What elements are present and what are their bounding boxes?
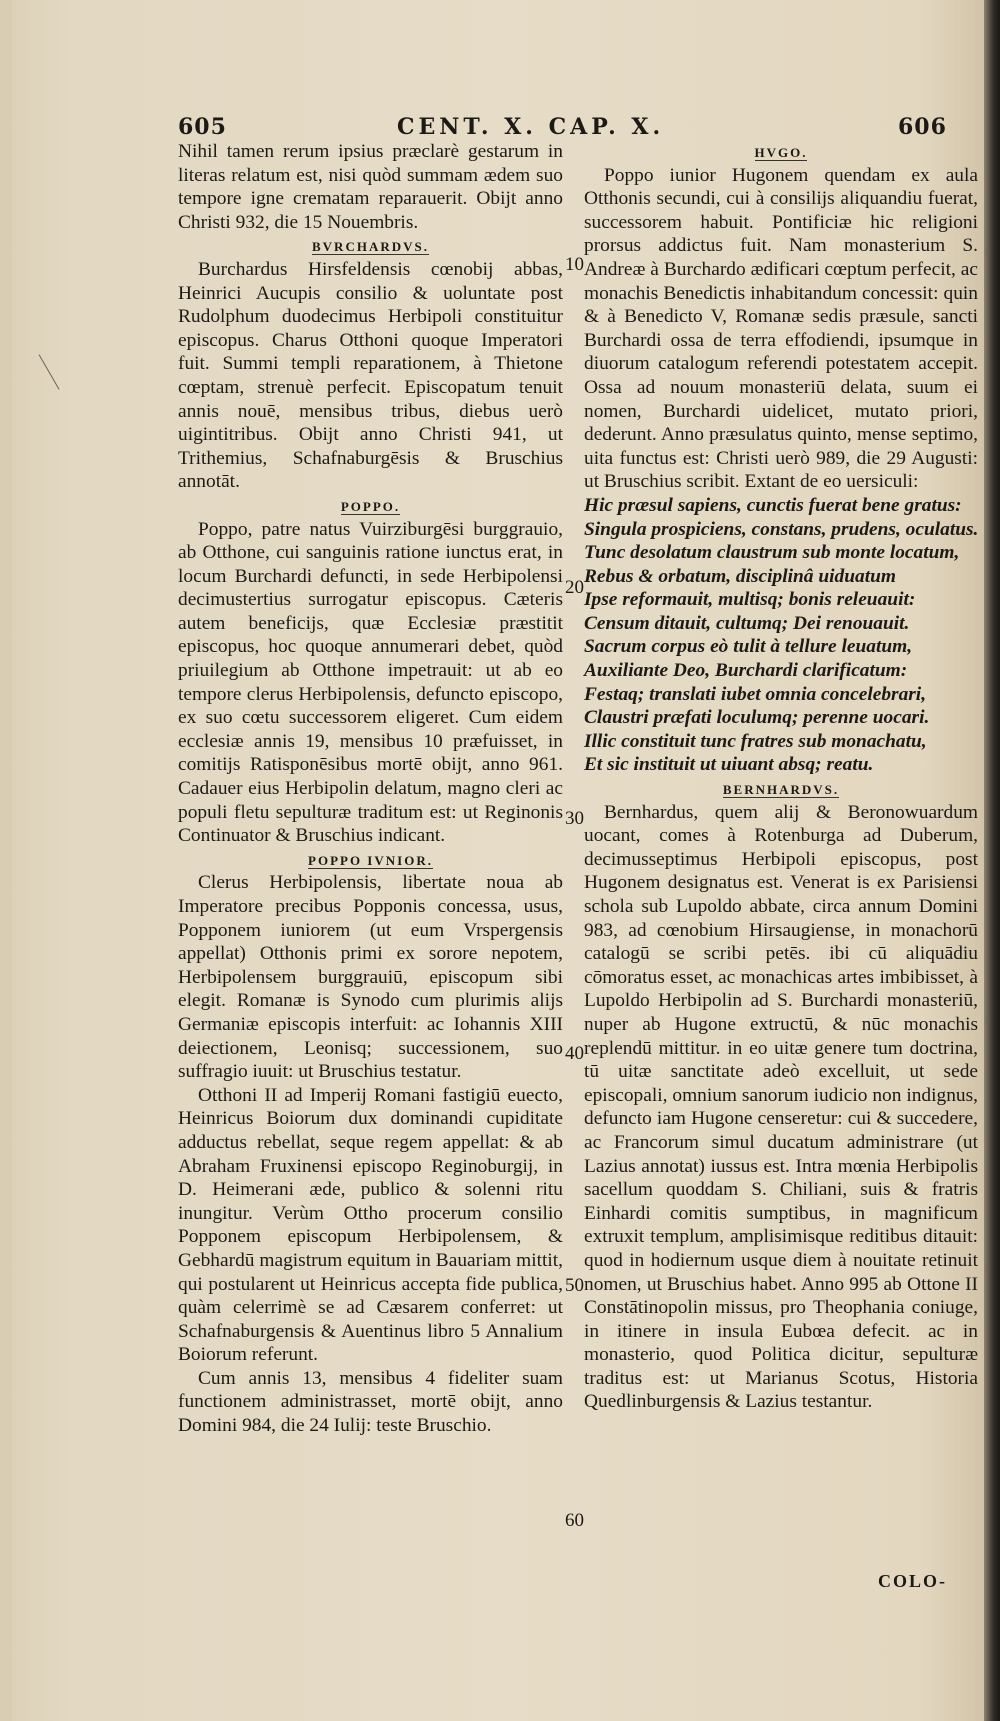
section-paragraph: Cum annis 13, mensibus 4 fideliter suam functionem administrasset, mortē obijt, anno Domini 984, die 24 Iulij: teste Bruschio. [178,1367,563,1437]
section-paragraph: Clerus Herbipolensis, libertate noua ab Imperatore precibus Popponis concessa, usus, Popponem iuniorem (ut eum Vrspergensis appellat) Otthonis primi ex sorore nepotem, Herbipolensem burggrauiū, episcopum sibi elegit. Romanæ is Synodo cum plurimis alijs Germaniæ episcopis interfuit: ac Iohannis XIII deiectionem, Leonisq; successionem, suo suffragio iuuit: ut Bruschius testatur. [178,872,563,1083]
intro-paragraph: Nihil tamen rerum ipsius præclarè gestarum in literas relatum est, nisi quòd summam ædem suo tempore igne crematam reparauerit. Obijt anno Christi 932, die 15 Nouembris. [178,141,563,233]
line-number: 20 [565,577,584,598]
binding-gutter [984,0,1000,1721]
verse-line: Ipse reformauit, multisq; bonis releuauit: [584,589,916,611]
section-heading: POPPO. [340,498,401,514]
verse-line: Tunc desolatum claustrum sub monte locatum, [584,542,960,564]
page-number-right: 606 [898,114,947,140]
verse-line: Hic præsul sapiens, cunctis fuerat bene gratus: [584,494,962,516]
verse-line: Claustri præfati loculumq; perenne uocari. [584,707,930,729]
page-number-left: 605 [178,114,227,140]
line-number: 30 [565,808,584,829]
section-paragraph: Bernhardus, quem alij & Beronowuardum uocant, comes à Rotenburga ad Duberum, decimusseptimus Herbipoli episcopus, post Hugonem designatus est. Venerat is ex Parisiensi schola sub Lupoldo abbate, circa annum Domini 983, ad cœnobium Hirsaugiense, in monachorū catalogū se scribi petēs. ibi cū aliquādiu cōmoratus esset, ac monachicas artes imbibisset, à Lupoldo Herbipolin ad S. Burchardi monasteriū, nuper ab Hugone extructū, & nūc monachis replendū mittitur. in eo uitæ genere tum doctrina, tū uitæ sanctitate adeò excelluit, ut sede episcopali, omnium sanorum iudicio non indignus, defuncto iam Hugone censeretur: cui & succedere, ac Francorum simul ducatum administrare (ut Lazius annotat) iussus est. Intra mœnia Herbipolis sacellum quoddam S. Chiliani, suis & fratris Einhardi comitis sumptibus, in magnificum extruxit templum, amplisimisque reditibus ditauit: quod in hodiernum usque diem à nouitate retinuit nomen, ut Bruschius habet. Anno 995 ab Ottone II Constātinopolin missus, pro Theophania coniuge, in itinere in insula Eubœa defecit. ac in monasterio, quod Politica dicitur, sepulturæ traditus est: ut Marianus Scotus, Historia Quedlinburgensis & Lazius testantur. [584,801,978,1413]
right-column [584,140,978,1414]
verse-line: Et sic instituit ut uiuant absq; reatu. [584,754,874,776]
section-heading: BVRCHARDVS. [312,239,429,255]
section-paragraph: Poppo, patre natus Vuirziburgēsi burggrauio, ab Otthone, cui sanguinis ratione iunctus erat, in locum Burchardi defuncti, in sede Herbipolensi decimustertius surrogatur episcopus. Cæteris autem beneficijs, quæ Ecclesiæ præstitit episcopus, hoc quoque annumerari debet, quòd priuilegium ab Otthone impetrauit: ut ab eo tempore clerus Herbipolensis, defuncto episcopo, ex suo cœtu successorem eligeret. Cum eidem ecclesiæ annis 19, mensibus 10 præfuisset, in comitijs Ratisponēsibus mortē obijt, anno 961. Cadauer eius Herbipolin delatum, magno cleri ac populi fletu sepulturæ traditum est: ut Reginonis Continuator & Bruschius indicant. [178,518,563,847]
section-paragraph: Otthoni II ad Imperij Romani fastigiū euecto, Heinricus Boiorum dux dominandi cupiditate adductus rebellat, seque regem appellat: & ab Abraham Fruxinensi episcopo Reginoburgij, in D. Heimerani æde, publico & solenni ritu inungitur. Verùm Ottho procerum consilio Popponem episcopum Herbipolensem, & Gebhardū magistrum equitum in Bauariam mittit, qui postularent ut Heinricus accepta fide publica, quàm celerrimè se ad Cæsarem conferret: ut Schafnaburgensis & Auentinus libro 5 Annalium Boiorum referunt. [178,1084,563,1366]
verse-line: Rebus & orbatum, disciplinâ uiduatum [584,565,896,587]
left-column [178,140,563,1438]
verse-line: Sacrum corpus eò tulit à tellure leuatum, [584,636,913,658]
section-heading: HVGO. [754,145,808,160]
catchword: COLO- [878,1571,948,1591]
running-title: CENT. X. CAP. X. [397,114,665,140]
verse-line: Censum ditauit, cultumq; Dei renouauit. [584,612,910,634]
section-paragraph: Burchardus Hirsfeldensis cœnobij abbas, Heinrici Aucupis consilio & uoluntate post Rudolphum duodecimus Herbipoli constituitur episcopus. Charus Otthoni quoque Imperatori fuit. Summi templi reparationem, à Thietone cœptam, strenuè perfecit. Episcopatum tenuit annis nouē, mensibus tribus, diebus uerò uigintitribus. Obijt anno Christi 941, ut Trithemius, Schafnaburgēsis & Bruschius annotāt. [178,258,563,493]
section-heading: BERNHARDVS. [722,782,840,798]
line-number: 60 [565,1510,584,1531]
line-number: 50 [565,1275,584,1296]
line-number: 40 [565,1043,584,1064]
section-heading: POPPO IVNIOR. [308,852,433,868]
verse-line: Auxiliante Deo, Burchardi clarificatum: [584,660,908,682]
verse-line: Illic constituit tunc fratres sub monachatu, [584,730,927,752]
section-paragraph: Poppo iunior Hugonem quendam ex aula Otthonis secundi, cui à consilijs aliquandiu fuerat, successorem habuit. Pontificiæ hic religioni prorsus addictus fuit. Nam monasterium S. Andreæ à Burchardo ædificari cœptum perfecit, ac monachis Benedictis inhabitandum concessit: quin & à Benedicto V, Romanæ sedis præsule, sancti Burchardi ossa de terra effodiendi, ipsumque in diuorum catalogum referendi potestatem accepit. Ossa ad nouum monasteriū delata, suum ei nomen, Burchardi uidelicet, mutato priori, dederunt. Anno præsulatus quinto, mense septimo, uita functus est: Christi uerò 989, die 29 Augusti: ut Bruschius scribit. Extant de eo uersiculi: [584,164,978,493]
verse-block [584,494,978,777]
line-number: 10 [565,254,584,275]
margin-mark [39,350,67,389]
book-page [12,0,1000,1721]
verse-line: Festaq; translati iubet omnia concelebrari, [584,683,927,705]
verse-line: Singula prospiciens, constans, prudens, oculatus. [584,518,979,540]
